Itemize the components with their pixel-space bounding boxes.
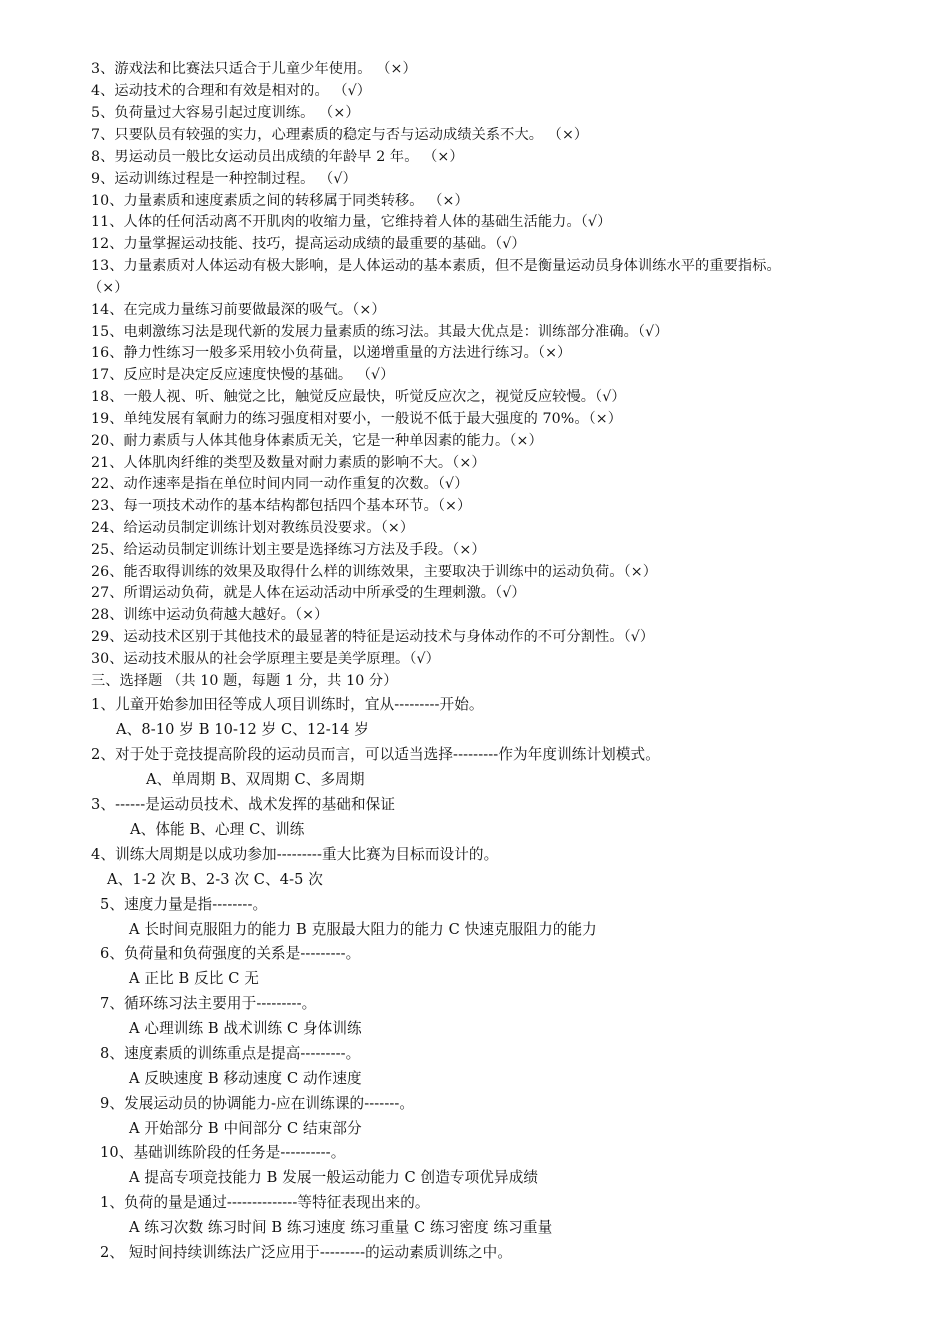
question: 3、------是运动员技术、战术发挥的基础和保证 [91, 796, 396, 813]
section-heading: 三、选择题 （共 10 题，每题 1 分，共 10 分） [91, 673, 398, 689]
judgement-item: 15、电刺激练习法是现代新的发展力量素质的练习法。其最大优点是：训练部分准确。（√） [91, 324, 669, 340]
question: 7、循环练习法主要用于---------。 [100, 995, 317, 1012]
question-options: A 提高专项竞技能力 B 发展一般运动能力 C 创造专项优异成绩 [129, 1169, 539, 1186]
judgement-item: 29、运动技术区别于其他技术的最显著的特征是运动技术与身体动作的不可分割性。（√） [91, 629, 655, 645]
judgement-item: 24、给运动员制定训练计划对教练员没要求。（×） [91, 520, 415, 536]
question: 6、负荷量和负荷强度的关系是---------。 [100, 945, 361, 962]
question-options: A 反映速度 B 移动速度 C 动作速度 [129, 1070, 362, 1087]
judgement-item: 8、男运动员一般比女运动员出成绩的年龄早 2 年。 （×） [91, 149, 464, 165]
judgement-item: 10、力量素质和速度素质之间的转移属于同类转移。 （×） [91, 193, 469, 209]
question: 2、 短时间持续训练法广泛应用于---------的运动素质训练之中。 [100, 1244, 513, 1261]
question: 2、对于处于竞技提高阶段的运动员而言，可以适当选择---------作为年度训练计划模式。 [91, 746, 660, 763]
judgement-item: 30、运动技术服从的社会学原理主要是美学原理。（√） [91, 651, 440, 667]
question-options: A、8-10 岁 B 10-12 岁 C、12-14 岁 [116, 721, 369, 738]
judgement-item: 5、负荷量过大容易引起过度训练。 （×） [91, 105, 360, 121]
judgement-item: 28、训练中运动负荷越大越好。（×） [91, 607, 329, 623]
question-options: A、单周期 B、双周期 C、多周期 [146, 771, 365, 788]
judgement-item: 27、所谓运动负荷，就是人体在运动活动中所承受的生理刺激。（√） [91, 585, 526, 601]
judgement-item: 21、人体肌肉纤维的类型及数量对耐力素质的影响不大。（×） [91, 455, 486, 471]
question: 9、发展运动员的协调能力-应在训练课的-------。 [100, 1095, 415, 1112]
question-options: A 长时间克服阻力的能力 B 克服最大阻力的能力 C 快速克服阻力的能力 [129, 921, 597, 938]
judgement-item: 12、力量掌握运动技能、技巧，提高运动成绩的最重要的基础。（√） [91, 236, 526, 252]
judgement-item: 26、能否取得训练的效果及取得什么样的训练效果，主要取决于训练中的运动负荷。（×） [91, 564, 658, 580]
judgement-item: 17、反应时是决定反应速度快慢的基础。 （√） [91, 367, 395, 383]
question: 10、基础训练阶段的任务是----------。 [100, 1144, 346, 1161]
question: 4、训练大周期是以成功参加---------重大比赛为目标而设计的。 [91, 846, 499, 863]
question: 8、速度素质的训练重点是提高---------。 [100, 1045, 361, 1062]
judgement-item: 14、在完成力量练习前要做最深的吸气。（×） [91, 302, 386, 318]
question: 1、儿童开始参加田径等成人项目训练时，宜从---------开始。 [91, 696, 484, 713]
judgement-item: 9、运动训练过程是一种控制过程。 （√） [91, 171, 357, 187]
question-options: A、1-2 次 B、2-3 次 C、4-5 次 [107, 871, 323, 888]
judgement-item: 4、运动技术的合理和有效是相对的。 （√） [91, 83, 372, 99]
judgement-item: 13、力量素质对人体运动有极大影响，是人体运动的基本素质，但不是衡量运动员身体训练水平的重要指标。 [91, 258, 781, 274]
question-options: A 开始部分 B 中间部分 C 结束部分 [129, 1120, 362, 1137]
judgement-item: 22、动作速率是指在单位时间内同一动作重复的次数。（√） [91, 476, 469, 492]
judgement-item: 3、游戏法和比赛法只适合于儿童少年使用。 （×） [91, 61, 417, 77]
judgement-item: 18、一般人视、听、触觉之比，触觉反应最快，听觉反应次之，视觉反应较慢。（√） [91, 389, 626, 405]
question-options: A 正比 B 反比 C 无 [129, 970, 259, 987]
judgement-item: 11、人体的任何活动离不开肌肉的收缩力量，它维持着人体的基础生活能力。（√） [91, 214, 612, 230]
judgement-item: 19、单纯发展有氧耐力的练习强度相对要小，一般说不低于最大强度的 70%。（×） [91, 411, 623, 427]
judgement-item-continuation: （×） [88, 280, 129, 296]
judgement-item: 7、只要队员有较强的实力，心理素质的稳定与否与运动成绩关系不大。 （×） [91, 127, 589, 143]
question-options: A 心理训练 B 战术训练 C 身体训练 [129, 1020, 362, 1037]
judgement-item: 20、耐力素质与人体其他身体素质无关，它是一种单因素的能力。（×） [91, 433, 543, 449]
question-options: A、体能 B、心理 C、训练 [130, 821, 305, 838]
judgement-item: 23、每一项技术动作的基本结构都包括四个基本环节。（×） [91, 498, 472, 514]
question-options: A 练习次数 练习时间 B 练习速度 练习重量 C 练习密度 练习重量 [129, 1219, 553, 1236]
judgement-item: 16、静力性练习一般多采用较小负荷量，以递增重量的方法进行练习。（×） [91, 345, 572, 361]
question: 1、负荷的量是通过--------------等特征表现出来的。 [100, 1194, 430, 1211]
question: 5、速度力量是指--------。 [100, 896, 268, 913]
judgement-item: 25、给运动员制定训练计划主要是选择练习方法及手段。（×） [91, 542, 486, 558]
